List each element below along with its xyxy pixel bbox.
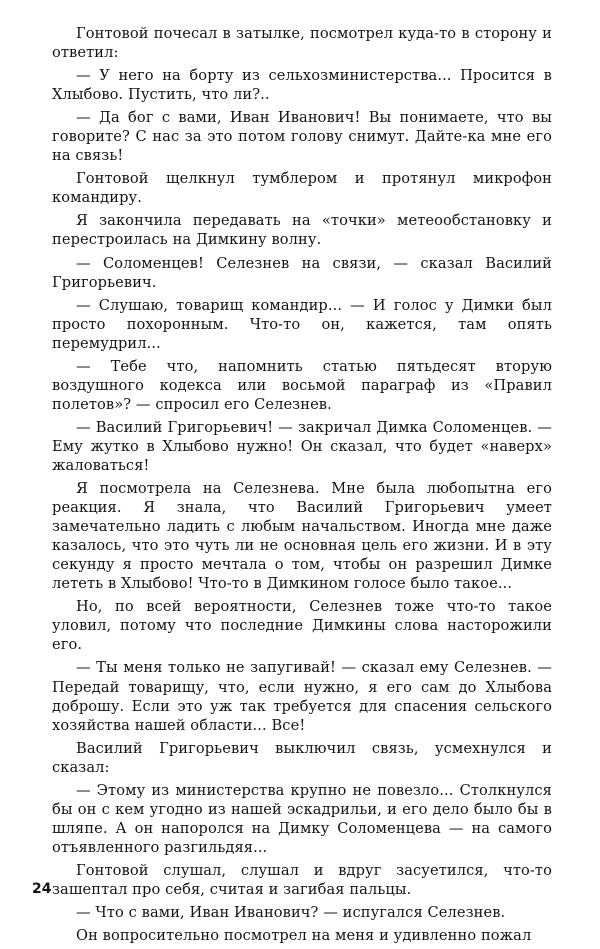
page-number: 24	[32, 881, 52, 897]
paragraph: Гонтовой щелкнул тумблером и протянул микрофон командиру.	[52, 170, 552, 207]
paragraph: — Этому из министерства крупно не повезло... Столкнулся бы он с кем угодно из нашей эскадрильи, и его дело было бы в шляпе. А он напоролся на Димку Соломенцева — на самого отъявленного разгильдяя...	[52, 781, 552, 856]
paragraph: — У него на борту из сельхозминистерства... Просится в Хлыбово. Пустить, что ли?..	[52, 67, 552, 104]
paragraph: — Соломенцев! Селезнев на связи, — сказал Василий Григорьевич.	[52, 254, 552, 291]
paragraph: — Ты меня только не запугивай! — сказал ему Селезнев. — Передай товарищу, что, если нужно, я его сам до Хлыбова доброшу. Если это уж так требуется для спасения сельского хозяйства нашей области... Все!	[52, 659, 552, 734]
page-body	[52, 24, 552, 949]
paragraph: — Василий Григорьевич! — закричал Димка Соломенцев. — Ему жутко в Хлыбово нужно! Он сказал, что будет «наверх» жаловаться!	[52, 418, 552, 474]
paragraph: Я посмотрела на Селезнева. Мне была любопытна его реакция. Я знала, что Василий Григорьевич умеет замечательно ладить с любым начальством. Иногда мне даже казалось, что это чуть ли не основная цель его жизни. И в эту секунду я просто мечтала о том, чтобы он разрешил Димке лететь в Хлыбово! Что-то в Димкином голосе было такое...	[52, 480, 552, 593]
paragraph: Но, по всей вероятности, Селезнев тоже что-то такое уловил, потому что последние Димкины слова насторожили его.	[52, 598, 552, 654]
paragraph: Василий Григорьевич выключил связь, усмехнулся и сказал:	[52, 739, 552, 776]
paragraph: — Да бог с вами, Иван Иванович! Вы понимаете, что вы говорите? С нас за это потом голову снимут. Дайте-ка мне его на связь!	[52, 109, 552, 165]
paragraph: Гонтовой почесал в затылке, посмотрел куда-то в сторону и ответил:	[52, 25, 552, 62]
paragraph: — Что с вами, Иван Иванович? — испугался Селезнев.	[76, 904, 506, 922]
paragraph: — Слушаю, товарищ командир... — И голос у Димки был просто похоронным. Что-то он, кажется, там опять перемудрил...	[52, 296, 552, 352]
paragraph: Я закончила передавать на «точки» метеообстановку и перестроилась на Димкину волну.	[52, 212, 552, 249]
paragraph: — Тебе что, напомнить статью пятьдесят вторую воздушного кодекса или восьмой параграф из «Правил полетов»? — спросил его Селезнев.	[52, 357, 552, 413]
paragraph: Гонтовой слушал, слушал и вдруг засуетился, что-то зашептал про себя, считая и загибая пальцы.	[52, 861, 552, 898]
paragraph: Он вопросительно посмотрел на меня и удивленно пожал	[76, 927, 532, 945]
